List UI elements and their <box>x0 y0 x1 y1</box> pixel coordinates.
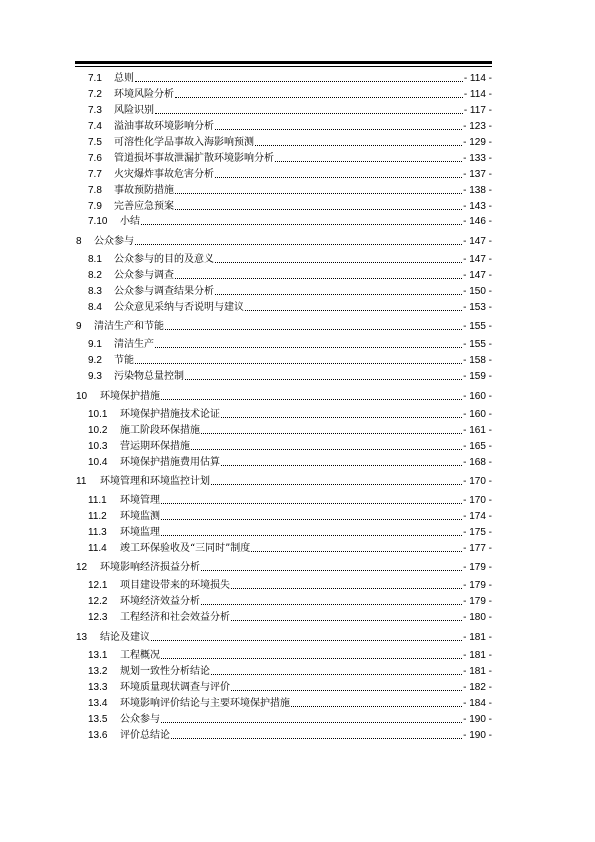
toc-number: 7.4 <box>88 121 102 132</box>
toc-number: 10.3 <box>88 441 108 452</box>
toc-entry[interactable] <box>88 610 492 624</box>
toc-number: 10.1 <box>88 409 108 420</box>
toc-page: - 150 - <box>463 286 492 297</box>
toc-leader <box>215 129 462 130</box>
toc-title: 清洁生产和节能 <box>94 321 164 332</box>
toc-entry-chapter[interactable] <box>76 319 492 333</box>
toc-entry[interactable] <box>88 87 492 101</box>
toc-leader <box>135 363 462 364</box>
toc-entry[interactable] <box>88 353 492 367</box>
toc-number: 11.3 <box>88 527 107 538</box>
toc-entry-chapter[interactable] <box>76 560 492 574</box>
toc-entry[interactable] <box>88 439 492 453</box>
toc-number: 8.3 <box>88 286 102 297</box>
toc-number: 7.10 <box>88 216 108 227</box>
toc-title: 环境质量现状调查与评价 <box>120 682 230 693</box>
toc-number: 13 <box>76 632 88 643</box>
toc-number: 11.2 <box>88 511 107 522</box>
toc-title: 公众参与调查结果分析 <box>114 286 214 297</box>
toc-title: 可溶性化学品事故入海影响预测 <box>114 137 254 148</box>
toc-title: 公众参与的目的及意义 <box>114 254 214 265</box>
toc-leader <box>201 604 462 605</box>
toc-title: 结论及建议 <box>100 632 150 643</box>
toc-leader <box>135 81 463 82</box>
toc-entry-chapter[interactable] <box>76 630 492 644</box>
toc-entry[interactable] <box>88 300 492 314</box>
toc-leader <box>175 193 462 194</box>
toc-title: 公众意见采纳与否说明与建议 <box>114 302 244 313</box>
toc-number: 10 <box>76 391 88 402</box>
toc-page: - 181 - <box>463 650 492 661</box>
toc-page: - 181 - <box>463 632 492 643</box>
toc-number: 11 <box>76 476 87 487</box>
toc-entry[interactable] <box>88 423 492 437</box>
toc-title: 完善应急预案 <box>114 201 174 212</box>
toc-number: 7.3 <box>88 105 102 116</box>
toc-title: 环境保护措施 <box>100 391 160 402</box>
toc-title: 小结 <box>120 216 140 227</box>
toc-entry[interactable] <box>88 509 492 523</box>
toc-leader <box>221 465 462 466</box>
toc-leader <box>165 329 462 330</box>
toc-page: - 190 - <box>463 714 492 725</box>
toc-entry[interactable] <box>88 407 492 421</box>
toc-entry[interactable] <box>88 284 492 298</box>
toc-page: - 182 - <box>463 682 492 693</box>
toc-number: 9.1 <box>88 339 102 350</box>
toc-leader <box>231 588 462 589</box>
toc-number: 7.1 <box>88 73 102 84</box>
toc-leader <box>155 347 462 348</box>
toc-entry[interactable] <box>88 525 492 539</box>
toc-number: 13.6 <box>88 730 108 741</box>
toc-page: - 177 - <box>463 543 492 554</box>
toc-page: - 168 - <box>463 457 492 468</box>
toc-page: - 129 - <box>463 137 492 148</box>
toc-title: 管道损坏事故泄漏扩散环境影响分析 <box>114 153 274 164</box>
toc-leader <box>141 224 462 225</box>
toc-number: 12.3 <box>88 612 108 623</box>
toc-page: - 180 - <box>463 612 492 623</box>
toc-entry[interactable] <box>88 199 492 213</box>
toc-number: 8 <box>76 236 82 247</box>
toc-title: 事故预防措施 <box>114 185 174 196</box>
toc-leader <box>211 484 462 485</box>
toc-leader <box>135 244 462 245</box>
toc-entry[interactable] <box>88 337 492 351</box>
toc-page: - 155 - <box>463 339 492 350</box>
toc-title: 风险识别 <box>114 105 154 116</box>
toc-title: 溢油事故环境影响分析 <box>114 121 214 132</box>
toc-number: 10.4 <box>88 457 108 468</box>
toc-number: 9.3 <box>88 371 102 382</box>
toc-page: - 160 - <box>463 391 492 402</box>
toc-number: 8.1 <box>88 254 102 265</box>
toc-leader <box>171 738 462 739</box>
toc-number: 8.2 <box>88 270 102 281</box>
toc-leader <box>161 535 462 536</box>
toc-leader <box>245 310 462 311</box>
toc-title: 营运期环保措施 <box>120 441 190 452</box>
toc-leader <box>221 417 462 418</box>
toc-page: - 133 - <box>463 153 492 164</box>
toc-title: 评价总结论 <box>120 730 170 741</box>
toc-leader <box>161 503 462 504</box>
toc-entry[interactable] <box>88 214 492 228</box>
toc-page: - 170 - <box>463 495 492 506</box>
toc-page: - 114 - <box>463 89 492 100</box>
toc-leader <box>151 640 462 641</box>
toc-title: 公众参与调查 <box>114 270 174 281</box>
toc-number: 11.1 <box>88 495 107 506</box>
toc-title: 总则 <box>114 73 134 84</box>
toc-title: 污染物总量控制 <box>114 371 184 382</box>
toc-leader <box>275 161 462 162</box>
toc-leader <box>161 658 462 659</box>
toc-title: 环境影响经济损益分析 <box>100 562 200 573</box>
toc-number: 7.5 <box>88 137 102 148</box>
toc-entry[interactable] <box>88 268 492 282</box>
toc-entry[interactable] <box>88 135 492 149</box>
toc-title: 工程经济和社会效益分析 <box>120 612 230 623</box>
toc-leader <box>201 433 462 434</box>
toc-title: 环境保护措施费用估算 <box>120 457 220 468</box>
toc-entry[interactable] <box>88 648 492 662</box>
toc-page: - 179 - <box>463 596 492 607</box>
toc-number: 12.2 <box>88 596 108 607</box>
toc-page: - 190 - <box>463 730 492 741</box>
toc-title: 环境监测 <box>120 511 160 522</box>
toc-leader <box>231 690 462 691</box>
toc-leader <box>255 145 462 146</box>
toc-number: 7.8 <box>88 185 102 196</box>
toc-number: 13.3 <box>88 682 108 693</box>
toc-leader <box>175 278 462 279</box>
toc-title: 环境管理 <box>120 495 160 506</box>
toc-page: - 160 - <box>463 409 492 420</box>
toc-page: - 179 - <box>463 580 492 591</box>
toc-entry[interactable] <box>88 252 492 266</box>
toc-title: 竣工环保验收及“三同时”制度 <box>120 543 251 554</box>
toc-entry[interactable] <box>88 119 492 133</box>
toc-title: 环境管理和环境监控计划 <box>100 476 210 487</box>
toc-number: 9.2 <box>88 355 102 366</box>
toc-leader <box>201 570 462 571</box>
toc-number: 11.4 <box>88 543 107 554</box>
toc-page: - 159 - <box>463 371 492 382</box>
toc-number: 8.4 <box>88 302 102 313</box>
toc-title: 环境影响评价结论与主要环境保护措施 <box>120 698 290 709</box>
toc-entry[interactable] <box>88 369 492 383</box>
toc-entry[interactable] <box>88 493 492 507</box>
toc-title: 环境保护措施技术论证 <box>120 409 220 420</box>
toc-entry-chapter[interactable] <box>76 474 492 488</box>
toc-entry[interactable] <box>88 103 492 117</box>
toc-entry[interactable] <box>88 151 492 165</box>
toc-number: 12 <box>76 562 88 573</box>
toc-page: - 174 - <box>463 511 492 522</box>
toc-entry[interactable] <box>88 712 492 726</box>
toc-entry[interactable] <box>88 594 492 608</box>
toc-entry[interactable] <box>88 541 492 555</box>
toc-leader <box>161 519 462 520</box>
toc-leader <box>185 379 462 380</box>
toc-page: - 147 - <box>463 236 492 247</box>
toc-number: 10.2 <box>88 425 108 436</box>
toc-leader <box>291 706 462 707</box>
toc-number: 7.6 <box>88 153 102 164</box>
toc-entry[interactable] <box>88 167 492 181</box>
toc-leader <box>215 294 462 295</box>
toc-leader <box>155 113 463 114</box>
toc-page: - 175 - <box>463 527 492 538</box>
toc-title: 项目建设带来的环境损失 <box>120 580 230 591</box>
toc-title: 规划一致性分析结论 <box>120 666 210 677</box>
toc-leader <box>161 399 462 400</box>
toc-number: 7.7 <box>88 169 102 180</box>
toc-page: - 146 - <box>463 216 492 227</box>
toc-title: 环境监理 <box>120 527 160 538</box>
toc-page: - 123 - <box>463 121 492 132</box>
toc-number: 7.2 <box>88 89 102 100</box>
toc-title: 施工阶段环保措施 <box>120 425 200 436</box>
toc-entry[interactable] <box>88 696 492 710</box>
toc-number: 7.9 <box>88 201 102 212</box>
toc-page: - 138 - <box>463 185 492 196</box>
toc-entry[interactable] <box>88 455 492 469</box>
toc-number: 12.1 <box>88 580 108 591</box>
toc-page: - 114 - <box>463 73 492 84</box>
toc-leader <box>215 177 462 178</box>
toc-page: - 155 - <box>463 321 492 332</box>
toc-leader <box>161 722 462 723</box>
toc-leader <box>231 620 462 621</box>
toc-page: - 184 - <box>463 698 492 709</box>
toc-entry[interactable] <box>88 578 492 592</box>
toc-title: 清洁生产 <box>114 339 154 350</box>
toc-title: 公众参与 <box>120 714 160 725</box>
toc-page: - 161 - <box>463 425 492 436</box>
toc-number: 13.4 <box>88 698 108 709</box>
toc-leader <box>251 551 462 552</box>
toc-page: - 143 - <box>463 201 492 212</box>
toc-page: - 137 - <box>463 169 492 180</box>
toc-entry[interactable] <box>88 680 492 694</box>
toc-title: 环境经济效益分析 <box>120 596 200 607</box>
toc-page: - 147 - <box>463 270 492 281</box>
toc-leader <box>211 674 462 675</box>
toc-number: 13.2 <box>88 666 108 677</box>
toc-title: 环境风险分析 <box>114 89 174 100</box>
toc-entry[interactable] <box>88 71 492 85</box>
toc-entry-chapter[interactable] <box>76 234 492 248</box>
toc-title: 公众参与 <box>94 236 134 247</box>
toc-page: - 158 - <box>463 355 492 366</box>
toc-entry-chapter[interactable] <box>76 389 492 403</box>
toc-number: 13.5 <box>88 714 108 725</box>
toc-page: - 181 - <box>463 666 492 677</box>
toc-title: 节能 <box>114 355 134 366</box>
toc-entry[interactable] <box>88 664 492 678</box>
toc-page: - 179 - <box>463 562 492 573</box>
toc-entry[interactable] <box>88 183 492 197</box>
toc-title: 火灾爆炸事故危害分析 <box>114 169 214 180</box>
toc-page: - 170 - <box>463 476 492 487</box>
toc-leader <box>215 262 462 263</box>
toc-number: 13.1 <box>88 650 108 661</box>
toc-page: - 117 - <box>463 105 492 116</box>
toc-entry[interactable] <box>88 728 492 742</box>
toc-number: 9 <box>76 321 82 332</box>
toc-page: - 165 - <box>463 441 492 452</box>
toc-leader <box>191 449 462 450</box>
toc-leader <box>175 209 462 210</box>
toc-page: - 147 - <box>463 254 492 265</box>
toc-page: - 153 - <box>463 302 492 313</box>
toc-title: 工程概况 <box>120 650 160 661</box>
toc-leader <box>175 97 463 98</box>
